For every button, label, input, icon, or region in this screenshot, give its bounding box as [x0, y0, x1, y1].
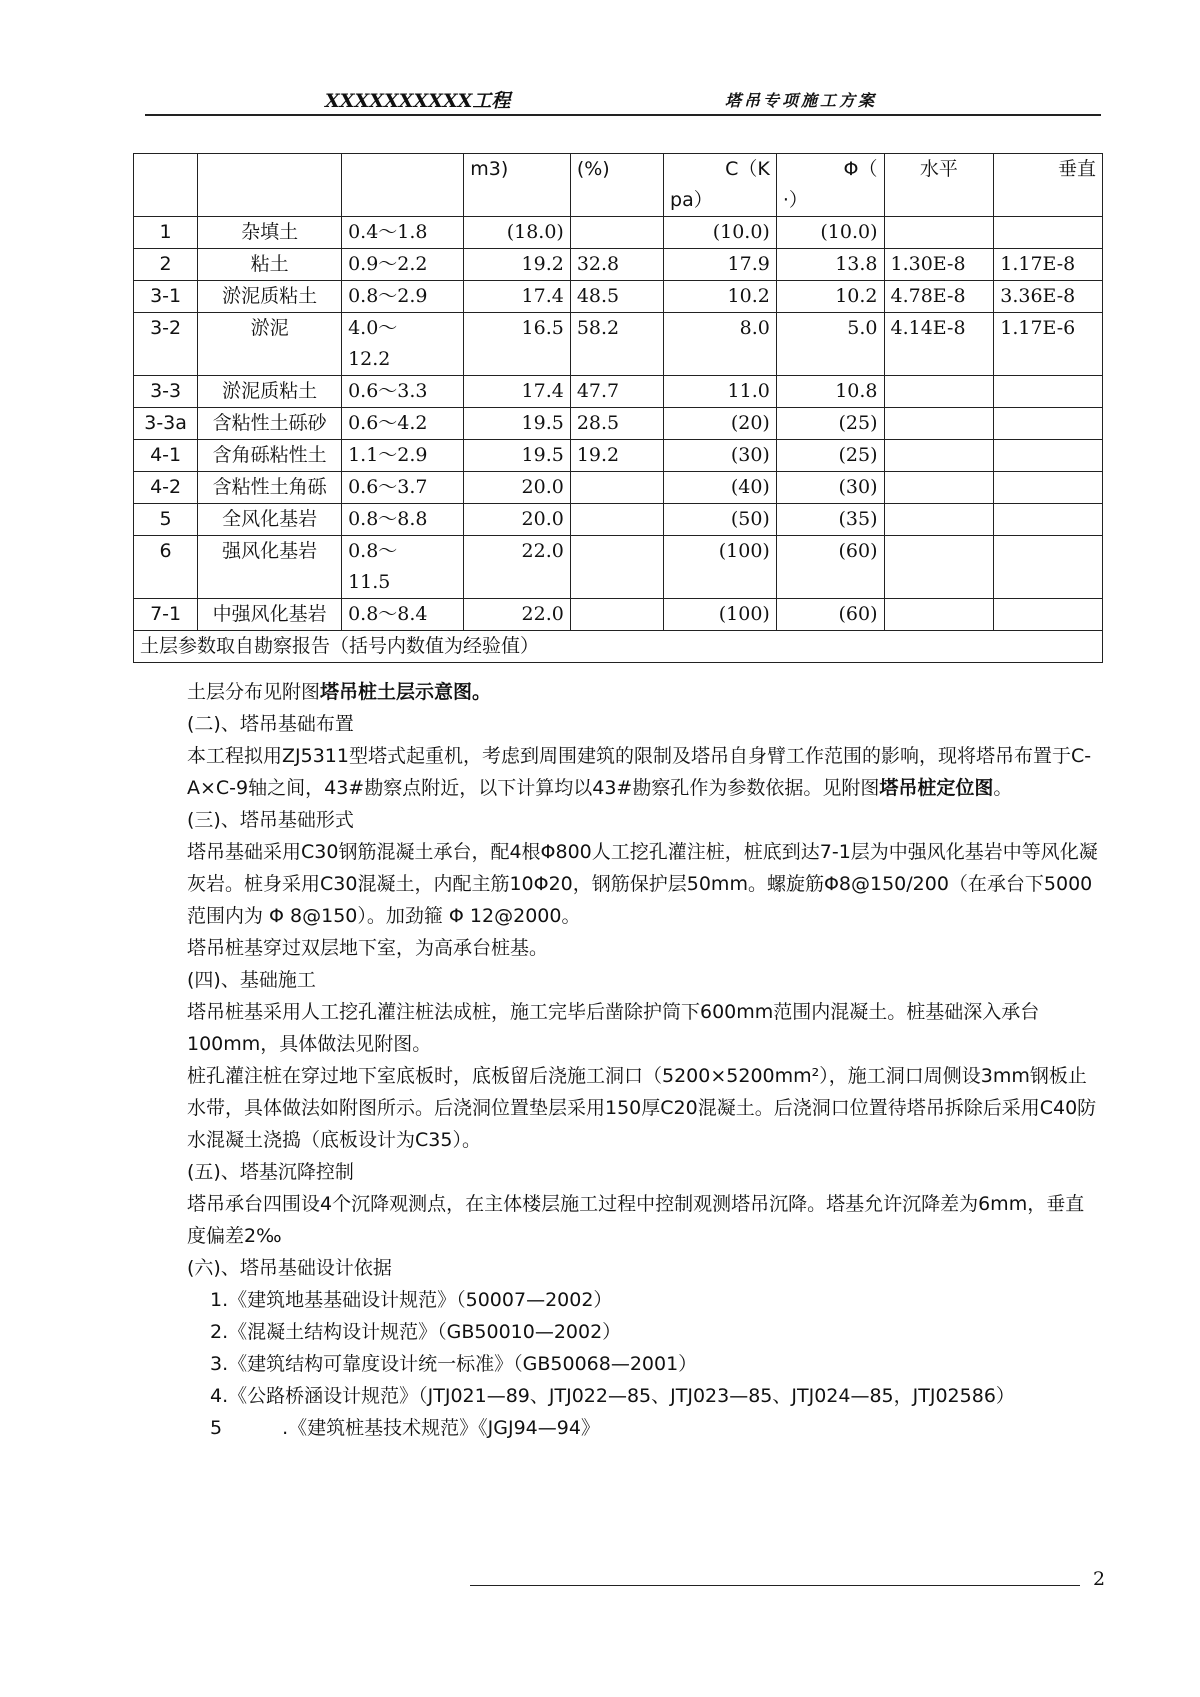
- cell-c: (50): [664, 504, 777, 536]
- cell-phi: (25): [776, 408, 884, 440]
- section-heading: (五)、塔基沉降控制: [187, 1161, 354, 1183]
- cell-w: [570, 504, 663, 536]
- cell-w: 48.5: [570, 281, 663, 313]
- bold-figure-reference: 塔吊桩定位图: [879, 777, 994, 799]
- cell-gamma: 22.0: [464, 599, 571, 631]
- cell-gamma: 19.5: [464, 440, 571, 472]
- paragraph: 塔吊桩基穿过双层地下室，为高承台桩基。: [187, 937, 549, 959]
- header-cell-text: C（K: [725, 158, 770, 180]
- cell-name: 含粘性土角砾: [198, 472, 342, 504]
- header-cell: [664, 154, 777, 217]
- cell-phi: (60): [776, 536, 884, 599]
- cell-thick: 0.4～1.8: [342, 217, 464, 249]
- cell-no: 4-1: [134, 440, 198, 472]
- cell-no: 5: [134, 504, 198, 536]
- header-cell-subtext: [891, 185, 988, 216]
- cell-kh: [884, 376, 994, 408]
- cell-name: 杂填土: [198, 217, 342, 249]
- cell-no: 3-3: [134, 376, 198, 408]
- cell-w: [570, 536, 663, 599]
- cell-c: (30): [664, 440, 777, 472]
- cell-w: 19.2: [570, 440, 663, 472]
- header-cell-text: [348, 154, 457, 185]
- header-cell: [198, 154, 342, 217]
- header-cell-text: 垂直: [1057, 158, 1096, 180]
- cell-gamma: 19.5: [464, 408, 571, 440]
- paragraph: 塔吊承台四围设4个沉降观测点，在主体楼层施工过程中控制观测塔吊沉降。塔基允许沉降差为6mm，垂直度偏差2‰: [187, 1193, 1085, 1247]
- cell-phi: (30): [776, 472, 884, 504]
- cell-thick: 0.6～3.7: [342, 472, 464, 504]
- cell-gamma: 19.2: [464, 249, 571, 281]
- header-cell: [570, 154, 663, 217]
- section-heading: (三)、塔吊基础形式: [187, 809, 354, 831]
- section-heading: (四)、基础施工: [187, 969, 316, 991]
- table-note-row: [134, 631, 1103, 663]
- cell-kv: [994, 217, 1103, 249]
- cell-c: (20): [664, 408, 777, 440]
- cell-phi: (60): [776, 599, 884, 631]
- header-cell-subtext: ·）: [782, 189, 808, 211]
- cell-thick: 0.8～8.4: [342, 599, 464, 631]
- header-cell: [884, 154, 994, 217]
- cell-kh: [884, 504, 994, 536]
- header-project-title: XXXXXXXXXX工程: [325, 90, 511, 112]
- header-cell-subtext: pa）: [670, 189, 713, 211]
- table-row: [134, 504, 1103, 536]
- section-heading: (六)、塔吊基础设计依据: [187, 1257, 392, 1279]
- cell-gamma: (18.0): [464, 217, 571, 249]
- paragraph: 塔吊基础采用C30钢筋混凝土承台，配4根Φ800人工挖孔灌注桩，桩底到达7-1层为中强风化基岩中等风化凝灰岩。桩身采用C30混凝土，内配主筋10Φ20，钢筋保护层50mm。螺旋筋Φ8@150/200（在承台下5000范围内为 Φ 8@150）。加劲箍 Φ 12@2000。: [187, 841, 1098, 927]
- cell-phi: 10.8: [776, 376, 884, 408]
- reference-item: 5 .《建筑桩基技术规范》《JGJ94—94》: [210, 1417, 600, 1439]
- cell-no: 4-2: [134, 472, 198, 504]
- cell-thick: 0.6～3.3: [342, 376, 464, 408]
- table-row: [134, 599, 1103, 631]
- header-cell-subtext: [348, 185, 457, 216]
- paragraph: 塔吊桩基采用人工挖孔灌注桩法成桩，施工完毕后凿除护筒下600mm范围内混凝土。桩基础深入承台100mm，具体做法见附图。: [187, 1001, 1040, 1055]
- cell-c: (40): [664, 472, 777, 504]
- cell-gamma: 17.4: [464, 281, 571, 313]
- reference-item: 3.《建筑结构可靠度设计统一标准》（GB50068—2001）: [210, 1353, 698, 1375]
- table-row: [134, 376, 1103, 408]
- section-heading: (二)、塔吊基础布置: [187, 713, 354, 735]
- cell-kv: [994, 440, 1103, 472]
- cell-gamma: 20.0: [464, 504, 571, 536]
- cell-kv: [994, 599, 1103, 631]
- cell-phi: 10.2: [776, 281, 884, 313]
- cell-name: 粘土: [198, 249, 342, 281]
- cell-kh: [884, 599, 994, 631]
- soil-parameter-table: [133, 153, 1103, 663]
- cell-kv: 3.36E-8: [994, 281, 1103, 313]
- header-cell-subtext: [577, 185, 657, 216]
- cell-kv: [994, 408, 1103, 440]
- cell-kv: [994, 376, 1103, 408]
- cell-c: (10.0): [664, 217, 777, 249]
- cell-phi: (35): [776, 504, 884, 536]
- cell-thick: 0.9～2.2: [342, 249, 464, 281]
- cell-kv: [994, 504, 1103, 536]
- cell-name: 强风化基岩: [198, 536, 342, 599]
- cell-kh: 1.30E-8: [884, 249, 994, 281]
- cell-kh: [884, 408, 994, 440]
- cell-name: 中强风化基岩: [198, 599, 342, 631]
- header-cell-subtext: [140, 185, 191, 216]
- header-cell: [464, 154, 571, 217]
- table-note: 土层参数取自勘察报告（括号内数值为经验值）: [134, 631, 1103, 663]
- cell-kh: [884, 440, 994, 472]
- reference-item: 1.《建筑地基基础设计规范》（50007—2002）: [210, 1289, 613, 1311]
- cell-kh: [884, 472, 994, 504]
- cell-kh: 4.14E-8: [884, 313, 994, 376]
- cell-name: 淤泥质粘土: [198, 376, 342, 408]
- footer-rule: [470, 1585, 1080, 1586]
- cell-kh: [884, 536, 994, 599]
- cell-w: 58.2: [570, 313, 663, 376]
- header-cell: [342, 154, 464, 217]
- cell-w: [570, 217, 663, 249]
- cell-thick: 0.6～4.2: [342, 408, 464, 440]
- cell-c: 10.2: [664, 281, 777, 313]
- cell-kv: 1.17E-8: [994, 249, 1103, 281]
- cell-thick: 0.8～2.9: [342, 281, 464, 313]
- cell-phi: 5.0: [776, 313, 884, 376]
- table-row: [134, 440, 1103, 472]
- cell-kv: [994, 472, 1103, 504]
- header-document-title: 塔吊专项施工方案: [725, 91, 878, 110]
- bold-figure-reference: 塔吊桩土层示意图。: [320, 681, 492, 703]
- paragraph: 本工程拟用ZJ5311型塔式起重机，考虑到周围建筑的限制及塔吊自身臂工作范围的影响，现将塔吊布置于C-A×C-9轴之间，43#勘察点附近，以下计算均以43#勘察孔作为参数依据。见附图塔吊桩定位图。: [187, 745, 1092, 799]
- cell-name: 含角砾粘性土: [198, 440, 342, 472]
- cell-w: 28.5: [570, 408, 663, 440]
- header-cell-subtext: [204, 185, 335, 216]
- cell-c: 17.9: [664, 249, 777, 281]
- cell-kv: [994, 536, 1103, 599]
- cell-kh: 4.78E-8: [884, 281, 994, 313]
- header-cell-text: 水平: [919, 158, 958, 180]
- header-cell: [994, 154, 1103, 217]
- cell-phi: (25): [776, 440, 884, 472]
- table-row: [134, 408, 1103, 440]
- cell-c: 8.0: [664, 313, 777, 376]
- cell-c: (100): [664, 599, 777, 631]
- cell-no: 6: [134, 536, 198, 599]
- cell-w: 47.7: [570, 376, 663, 408]
- paragraph: 土层分布见附图塔吊桩土层示意图。: [187, 681, 492, 703]
- cell-kv: 1.17E-6: [994, 313, 1103, 376]
- header-cell-text: (%): [576, 158, 610, 180]
- header-cell-subtext: [1000, 185, 1096, 216]
- reference-item: 4.《公路桥涵设计规范》（JTJ021—89、JTJ022—85、JTJ023—85、JTJ024—85，JTJ02586）: [210, 1385, 1015, 1407]
- header-cell-text: [204, 154, 335, 185]
- cell-thick: 0.8～8.8: [342, 504, 464, 536]
- cell-name: 含粘性土砾砂: [198, 408, 342, 440]
- cell-kh: [884, 217, 994, 249]
- paragraph: 桩孔灌注桩在穿过地下室底板时，底板留后浇施工洞口（5200×5200mm²），施工洞口周侧设3mm钢板止水带，具体做法如附图所示。后浇洞位置垫层采用150厚C20混凝土。后浇洞口位置待塔吊拆除后采用C40防水混凝土浇捣（底板设计为C35）。: [187, 1065, 1097, 1151]
- cell-phi: (10.0): [776, 217, 884, 249]
- cell-name: 淤泥质粘土: [198, 281, 342, 313]
- cell-no: 1: [134, 217, 198, 249]
- cell-no: 3-1: [134, 281, 198, 313]
- table-row: [134, 313, 1103, 376]
- cell-gamma: 20.0: [464, 472, 571, 504]
- cell-thick: 0.8～ 11.5: [342, 536, 464, 599]
- cell-thick: 4.0～ 12.2: [342, 313, 464, 376]
- table-row: [134, 281, 1103, 313]
- cell-no: 3-2: [134, 313, 198, 376]
- cell-w: 32.8: [570, 249, 663, 281]
- table-row: [134, 472, 1103, 504]
- cell-no: 7-1: [134, 599, 198, 631]
- header-cell: [776, 154, 884, 217]
- cell-gamma: 16.5: [464, 313, 571, 376]
- page-header: [145, 82, 1101, 116]
- cell-gamma: 17.4: [464, 376, 571, 408]
- table-header-row: [134, 154, 1103, 217]
- cell-gamma: 22.0: [464, 536, 571, 599]
- cell-w: [570, 599, 663, 631]
- cell-thick: 1.1～2.9: [342, 440, 464, 472]
- cell-phi: 13.8: [776, 249, 884, 281]
- table-row: [134, 249, 1103, 281]
- cell-c: 11.0: [664, 376, 777, 408]
- cell-c: (100): [664, 536, 777, 599]
- document-body: [145, 676, 1101, 1444]
- header-cell-text: m3): [470, 158, 509, 180]
- table-row: [134, 217, 1103, 249]
- header-cell-subtext: [470, 185, 564, 216]
- header-cell-text: [140, 154, 191, 185]
- reference-item: 2.《混凝土结构设计规范》（GB50010—2002）: [210, 1321, 622, 1343]
- soil-table-body: [134, 154, 1103, 663]
- cell-no: 3-3a: [134, 408, 198, 440]
- header-cell-text: Φ（: [843, 158, 878, 180]
- header-cell: [134, 154, 198, 217]
- cell-no: 2: [134, 249, 198, 281]
- cell-name: 全风化基岩: [198, 504, 342, 536]
- cell-name: 淤泥: [198, 313, 342, 376]
- cell-w: [570, 472, 663, 504]
- table-row: [134, 536, 1103, 599]
- page-number: 2: [1093, 1568, 1106, 1590]
